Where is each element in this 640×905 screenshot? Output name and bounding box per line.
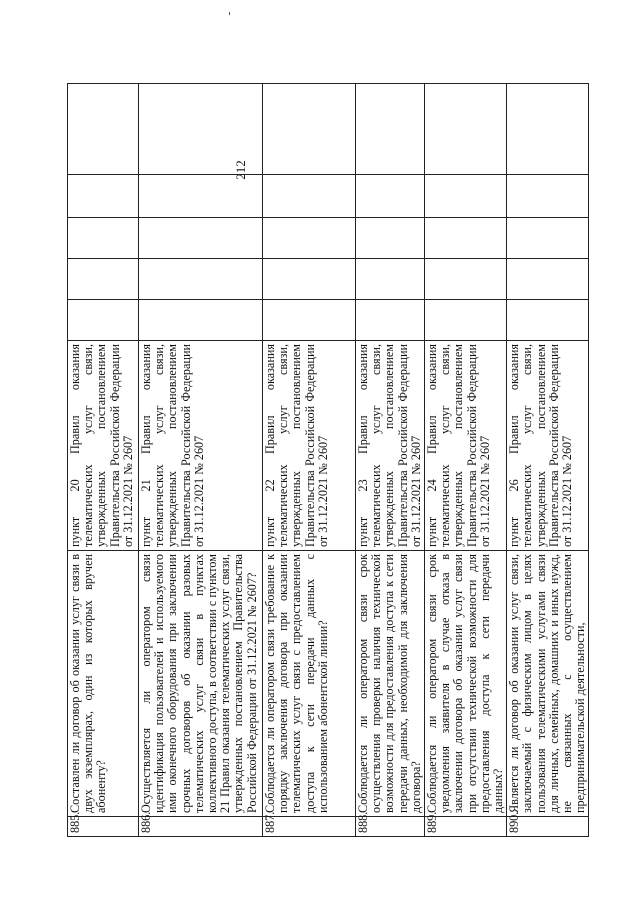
answer-yes-cell [139,300,263,341]
answer-na-cell [356,218,425,259]
question-cell: Соблюдается ли оператором связи требование к порядку заключения договора при оказании телематических услуг связи с предоставлением доступа к сети передачи данных с использованием абонентской линии? [263,551,356,817]
reference-cell: пункт 23 Правил оказания телематических услуг связи, утвержденных постановлением Правительства Российской Федерации от 31.12.2021 № 2607 [356,341,425,551]
row-number: 890. [507,817,589,837]
answer-yes-cell [263,300,356,341]
table-row [139,84,263,837]
question-cell: Соблюдается ли оператором связи срок осуществления проверки наличия технической возможности для предоставления доступа к сети передачи данных, необходимой для заключения договора? [356,551,425,817]
answer-extra-cell [356,175,425,218]
answer-extra-cell [507,175,589,218]
answer-extra-cell [68,175,139,218]
reference-cell: пункт 20 Правил оказания телематических услуг связи, утвержденных постановлением Правительства Российской Федерации от 31.12.2021 № 2607 [68,341,139,551]
requirements-table [67,83,589,837]
answer-na-cell [263,218,356,259]
question-cell: Является ли договор об оказании услуг связи, заключаемый с физическим лицом в целях пользования телематическими услугами связи для личных, семейных, домашних и иных нужд, не связанных с осуществлением предпринимательской деятельности, [507,551,589,817]
row-number: 885. [68,817,139,837]
row-number: 886. [139,817,263,837]
answer-yes-cell [356,300,425,341]
answer-no-cell [139,259,263,300]
answer-no-cell [263,259,356,300]
answer-no-cell [356,259,425,300]
row-number: 887. [263,817,356,837]
notes-cell [425,84,507,175]
scan-mark [229,12,230,15]
answer-no-cell [68,259,139,300]
notes-cell [356,84,425,175]
reference-cell: пункт 21 Правил оказания телематических услуг связи, утвержденных постановлением Правительства Российской Федерации от 31.12.2021 № 2607 [139,341,263,551]
answer-na-cell [425,218,507,259]
rotated-table-wrapper [67,84,588,837]
question-cell: Составлен ли договор об оказании услуг связи в двух экземплярах, один из которых вручен абоненту? [68,551,139,817]
row-number: 889. [425,817,507,837]
answer-yes-cell [425,300,507,341]
answer-extra-cell [425,175,507,218]
answer-no-cell [425,259,507,300]
answer-na-cell [139,218,263,259]
question-cell: Осуществляется ли оператором связи идентификация пользователей и используемого ими оконечного оборудования при заключении срочных договоров об оказании разовых телематических услуг связи в пунктах коллективного доступа, в соответствии с пунктом 21 Правил оказания телематических услуг связи, утвержденных постановлением Правительства Российской Федерации от 31.12.2021 № 2607? [139,551,263,817]
answer-extra-cell [139,175,263,218]
reference-cell: пункт 22 Правил оказания телематических услуг связи, утвержденных постановлением Правительства Российской Федерации от 31.12.2021 № 2607 [263,341,356,551]
notes-cell [507,84,589,175]
table-row [425,84,507,837]
table-row [263,84,356,837]
row-number: 888. [356,817,425,837]
answer-extra-cell [263,175,356,218]
table-row [68,84,139,837]
reference-cell: пункт 24 Правил оказания телематических услуг связи, утвержденных постановлением Правительства Российской Федерации от 31.12.2021 № 2607 [425,341,507,551]
reference-cell: пункт 26 Правил оказания телематических услуг связи, утвержденных постановлением Правительства Российской Федерации от 31.12.2021 № 2607 [507,341,589,551]
question-cell: Соблюдается ли оператором связи срок уведомления заявителя в случае отказа в заключении договора об оказании услуг связи при отсутствии технической возможности для предоставления доступа к сети передачи данных? [425,551,507,817]
notes-cell [68,84,139,175]
answer-yes-cell [68,300,139,341]
notes-cell [139,84,263,175]
page-number: 212 [233,160,248,180]
answer-na-cell [68,218,139,259]
notes-cell [263,84,356,175]
answer-na-cell [507,218,589,259]
answer-yes-cell [507,300,589,341]
answer-no-cell [507,259,589,300]
table-row [356,84,425,837]
table-row [507,84,589,837]
